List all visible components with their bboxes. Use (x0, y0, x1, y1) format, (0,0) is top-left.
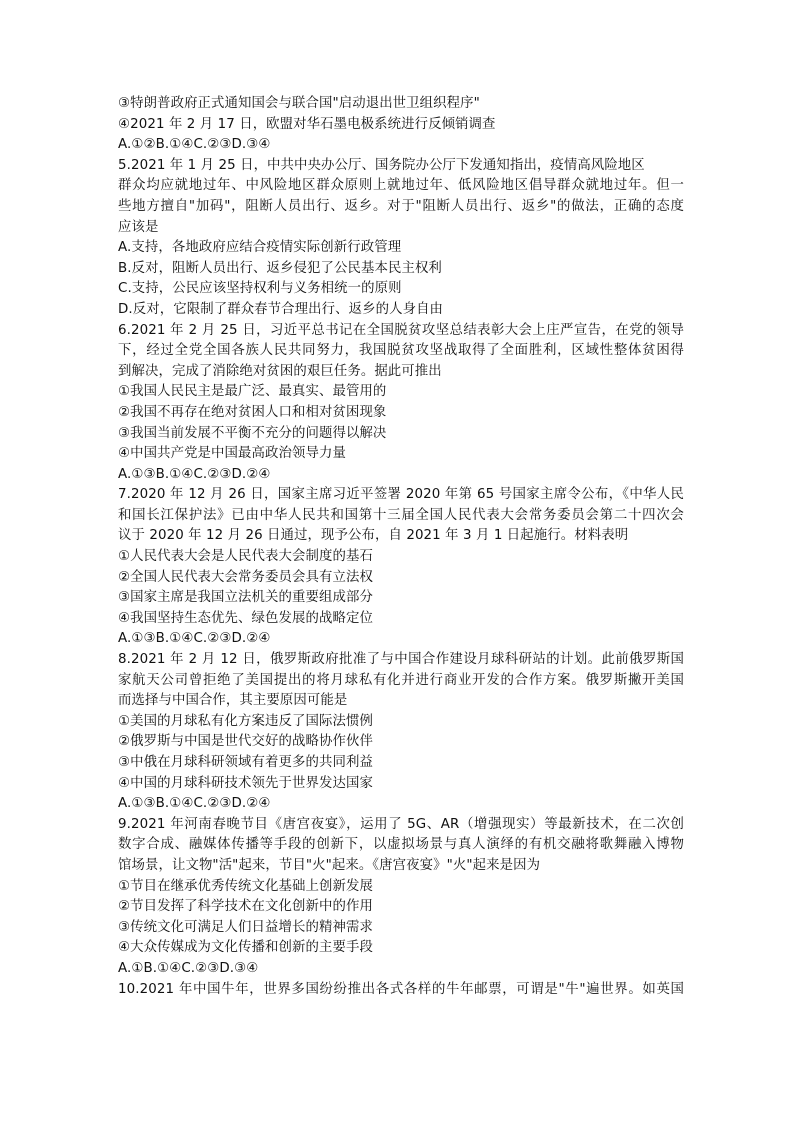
text-line: ②我国不再存在绝对贫困人口和相对贫困现象 (118, 404, 387, 420)
text-line: 数字合成、融媒体传播等手段的创新下，以虚拟场景与真人演绎的有机交融将歌舞融入博物 (118, 837, 684, 853)
text-line: ③我国当前发展不平衡不充分的问题得以解决 (118, 425, 387, 441)
text-line: ④大众传媒成为文化传播和创新的主要手段 (118, 940, 373, 956)
text-line: B.反对，阻断人员出行、返乡侵犯了公民基本民主权利 (118, 260, 442, 276)
text-line: A.①B.①④C.②③D.③④ (118, 960, 259, 976)
text-line: ②俄罗斯与中国是世代交好的战略协作伙伴 (118, 734, 373, 750)
text-line: ④中国共产党是中国最高政治领导力量 (118, 446, 346, 462)
text-line: 5.2021 年 1 月 25 日，中共中央办公厅、国务院办公厅下发通知指出，疫情高风险地区 (118, 157, 645, 173)
text-line: ④中国的月球科研技术领先于世界发达国家 (118, 775, 373, 791)
text-line: ①我国人民民主是最广泛、最真实、最管用的 (118, 384, 387, 400)
text-line: 议于 2020 年 12 月 26 日通过，现予公布，自 2021 年 3 月 1 日起施行。材料表明 (118, 528, 629, 544)
text-line: ①美国的月球私有化方案违反了国际法惯例 (118, 713, 373, 729)
text-line: 家航天公司曾拒绝了美国提出的将月球私有化并进行商业开发的合作方案。俄罗斯撇开美国 (118, 672, 684, 688)
text-line: ②全国人民代表大会常务委员会具有立法权 (118, 569, 373, 585)
text-line: 群众均应就地过年、中风险地区群众原则上就地过年、低风险地区倡导群众就地过年。但一 (118, 178, 684, 194)
text-line: ①节目在继承优秀传统文化基础上创新发展 (118, 878, 373, 894)
text-line: A.支持，各地政府应结合疫情实际创新行政管理 (118, 240, 402, 256)
text-line: 10.2021 年中国牛年，世界多国纷纷推出各式各样的牛年邮票，可谓是"牛"遍世界。如英国 (118, 981, 684, 997)
text-line: 6.2021 年 2 月 25 日，习近平总书记在全国脱贫攻坚总结表彰大会上庄严宣告，在党的领导 (118, 322, 684, 338)
text-line: A.①②B.①④C.②③D.③④ (118, 137, 271, 153)
text-line: 而选择与中国合作，其主要原因可能是 (118, 693, 348, 709)
text-line: ③国家主席是我国立法机关的重要组成部分 (118, 590, 373, 606)
document-page (118, 94, 684, 1000)
text-line: 馆场景，让文物"活"起来，节目"火"起来。《唐宫夜宴》"火"起来是因为 (118, 857, 541, 873)
text-line: ①人民代表大会是人民代表大会制度的基石 (118, 549, 373, 565)
text-line: ③传统文化可满足人们日益增长的精神需求 (118, 919, 373, 935)
text-line: ②节目发挥了科学技术在文化创新中的作用 (118, 899, 373, 915)
text-line: A.①③B.①④C.②③D.②④ (118, 466, 271, 482)
text-line: ④2021 年 2 月 17 日，欧盟对华石墨电极系统进行反倾销调查 (118, 116, 496, 132)
text-line: A.①③B.①④C.②③D.②④ (118, 796, 271, 812)
text-line: C.支持，公民应该坚持权利与义务相统一的原则 (118, 281, 402, 297)
text-line: D.反对，它限制了群众春节合理出行、返乡的人身自由 (118, 301, 444, 317)
text-line: ③特朗普政府正式通知国会与联合国"启动退出世卫组织程序" (118, 96, 480, 111)
text-line: A.①③B.①④C.②③D.②④ (118, 631, 271, 647)
text-line: 和国长江保护法》已由中华人民共和国第十三届全国人民代表大会常务委员会第二十四次会 (118, 507, 684, 523)
text-line: 7.2020 年 12 月 26 日，国家主席习近平签署 2020 年第 65 号国家主席令公布，《中华人民 (118, 487, 684, 503)
text-line: 到解决，完成了消除绝对贫困的艰巨任务。据此可推出 (118, 363, 442, 379)
text-line: 些地方擅自"加码"，阻断人员出行、返乡。对于"阻断人员出行、返乡"的做法，正确的态度 (118, 198, 684, 214)
text-line: ④我国坚持生态优先、绿色发展的战略定位 (118, 610, 373, 626)
text-line: 下，经过全党全国各族人民共同努力，我国脱贫攻坚战取得了全面胜利，区域性整体贫困得 (118, 343, 684, 359)
text-line: 9.2021 年河南春晚节目《唐宫夜宴》，运用了 5G、AR（增强现实）等最新技术，在二次创 (118, 816, 684, 832)
text-line: 应该是 (118, 219, 159, 235)
text-line: ③中俄在月球科研领域有着更多的共同利益 (118, 755, 373, 770)
text-line: 8.2021 年 2 月 12 日，俄罗斯政府批准了与中国合作建设月球科研站的计划。此前俄罗斯国 (118, 652, 684, 668)
